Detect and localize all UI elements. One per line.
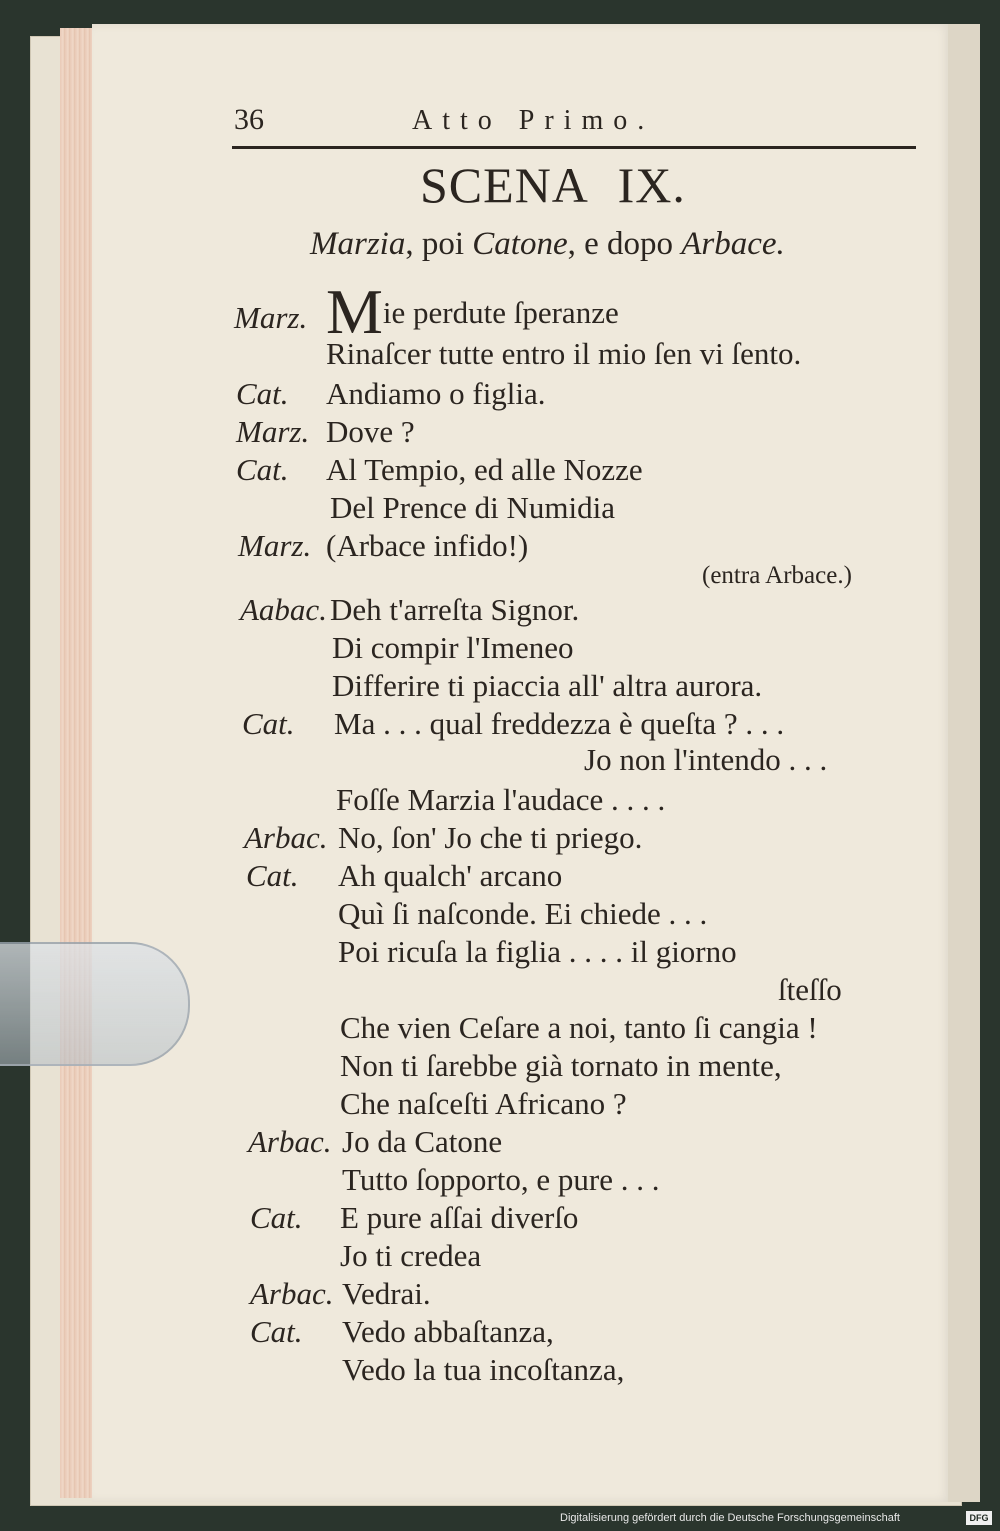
verse-line: Differire ti piaccia all' altra aurora.: [332, 668, 763, 703]
verse-line: [326, 276, 619, 347]
verse-line: Che naſceſti Africano ?: [340, 1086, 627, 1121]
speaker-label: Cat.: [236, 376, 289, 411]
dfg-logo: DFG: [966, 1511, 992, 1525]
verse-line: Che vien Ceſare a noi, tanto ſi cangia !: [340, 1010, 818, 1045]
verse-line: Jo ti credea: [340, 1238, 482, 1273]
verse-line-text: ie perdute ſperanze: [382, 295, 619, 330]
speaker-label: Aabac.: [240, 592, 327, 627]
speaker-label: Arbac.: [244, 820, 328, 855]
verse-line: Poi ricuſa la figlia . . . . il giorno: [338, 934, 737, 969]
speaker-label: Cat.: [246, 858, 299, 893]
speaker-label: Cat.: [242, 706, 295, 741]
verse-line: ſteſſo: [778, 972, 842, 1007]
verse-line: Quì ſi naſconde. Ei chiede . . .: [338, 896, 708, 931]
verse-line: Tutto ſopporto, e pure . . .: [342, 1162, 660, 1197]
speaker-label: Cat.: [250, 1314, 303, 1349]
verse-line: Ma . . . qual freddezza è queſta ? . . .: [334, 706, 785, 741]
speaker-label: Arbac.: [248, 1124, 332, 1159]
verse-line: Jo non l'intendo . . .: [584, 742, 828, 777]
verse-line: Ah qualch' arcano: [338, 858, 563, 893]
cast-marzia: Marzia: [310, 226, 406, 262]
stage-direction: (entra Arbace.): [702, 562, 852, 589]
speaker-label: Cat.: [236, 452, 289, 487]
book-clamp: [0, 942, 190, 1066]
cast-arbace: Arbace.: [681, 226, 785, 262]
verse-line: No, ſon' Jo che ti priego.: [338, 820, 643, 855]
verse-line: Deh t'arreſta Signor.: [330, 592, 580, 627]
verse-line: Al Tempio, ed alle Nozze: [326, 452, 643, 487]
verse-line: Non ti ſarebbe già tornato in mente,: [340, 1048, 782, 1083]
page-number: 36: [234, 103, 264, 136]
speaker-label: Cat.: [250, 1200, 303, 1235]
cast-sep-2: , e dopo: [567, 226, 682, 262]
speaker-label: Marz.: [234, 300, 308, 335]
verse-line: Jo da Catone: [342, 1124, 503, 1159]
cast-catone: Catone: [472, 226, 568, 262]
running-head: Atto Primo.: [412, 105, 655, 136]
verse-line: Foſſe Marzia l'audace . . . .: [336, 782, 666, 817]
cast-sep-1: , poi: [405, 226, 473, 262]
verse-line: Andiamo o figlia.: [326, 376, 546, 411]
drop-cap: M: [326, 276, 383, 347]
scene-title: SCENA IX.: [420, 157, 686, 213]
verse-line: Vedo abbaſtanza,: [342, 1314, 554, 1349]
speaker-label: Marz.: [236, 414, 310, 449]
verse-line: Del Prence di Numidia: [330, 490, 615, 525]
verse-line: Vedrai.: [342, 1276, 431, 1311]
verse-line: E pure aſſai diverſo: [340, 1200, 579, 1235]
digitization-credit: Digitalisierung gefördert durch die Deutsche Forschungsgemeinschaft: [560, 1512, 900, 1524]
speaker-label: Arbac.: [250, 1276, 334, 1311]
verse-line: Rinaſcer tutte entro il mio ſen vi ſento.: [326, 336, 802, 371]
verse-line: Di compir l'Imeneo: [332, 630, 574, 665]
speaker-label: Marz.: [238, 528, 312, 563]
verse-line: (Arbace infido!): [326, 528, 529, 563]
verse-line: Dove ?: [326, 414, 415, 449]
verse-line: Vedo la tua incoſtanza,: [342, 1352, 625, 1387]
